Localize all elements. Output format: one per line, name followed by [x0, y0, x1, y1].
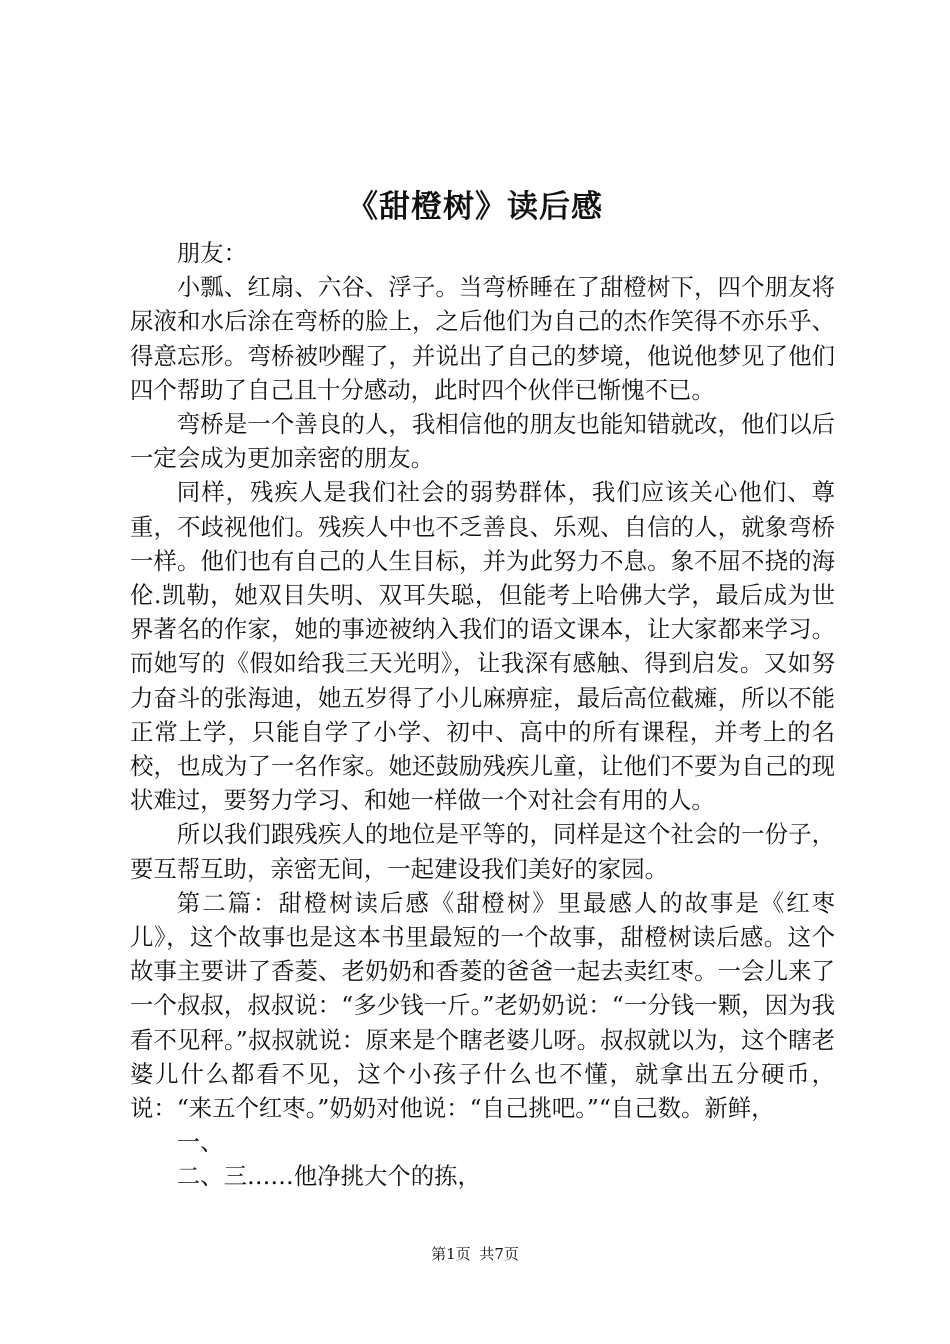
page-footer: 第1页 共7页 — [431, 1245, 519, 1263]
paragraph: 同样，残疾人是我们社会的弱势群体，我们应该关心他们、尊重，不歧视他们。残疾人中也不乏善良、乐观、自信的人，就象弯桥一样。他们也有自己的人生目标，并为此努力不息。象不屈不挠的海伦.凯勒，她双目失明、双耳失聪，但能考上哈佛大学，最后成为世界著名的作家，她的事迹被纳入我们的语文课本，让大家都来学习。而她写的《假如给我三天光明》，让我深有感触、得到启发。又如努力奋斗的张海迪，她五岁得了小儿麻痹症，最后高位截瘫，所以不能正常上学，只能自学了小学、初中、高中的所有课程，并考上的名校，也成为了一名作家。她还鼓励残疾儿童，让他们不要为自己的现状难过，要努力学习、和她一样做一个对社会有用的人。 — [130, 478, 835, 815]
document-body — [130, 236, 835, 1194]
paragraph: 所以我们跟残疾人的地位是平等的，同样是这个社会的一份子，要互帮互助，亲密无间，一起建设我们美好的家园。 — [130, 820, 835, 883]
document-title: 《甜橙树》读后感 — [347, 189, 603, 225]
paragraph: 朋友： — [176, 239, 247, 267]
paragraph: 二、三……他净挑大个的拣， — [176, 1162, 481, 1191]
paragraph: 小瓢、红扇、六谷、浮子。当弯桥睡在了甜橙树下，四个朋友将尿液和水后涂在弯桥的脸上，之后他们为自己的杰作笑得不亦乐乎、得意忘形。弯桥被吵醒了，并说出了自己的梦境，他说他梦见了他们四个帮助了自己且十分感动，此时四个伙伴已惭愧不已。 — [130, 273, 835, 404]
paragraph: 弯桥是一个善良的人，我相信他的朋友也能知错就改，他们以后一定会成为更加亲密的朋友。 — [130, 410, 835, 473]
paragraph: 一、 — [176, 1128, 224, 1157]
paragraph: 第二篇：甜橙树读后感《甜橙树》里最感人的故事是《红枣儿》，这个故事也是这本书里最短的一个故事，甜橙树读后感。这个故事主要讲了香菱、老奶奶和香菱的爸爸一起去卖红枣。一会儿来了一个叔叔，叔叔说：“多少钱一斤。”老奶奶说：“一分钱一颗，因为我看不见秤。”叔叔就说：原来是个瞎老婆儿呀。叔叔就以为，这个瞎老婆儿什么都看不见，这个小孩子什么也不懂，就拿出五分硬币，说：“来五个红枣。”奶奶对他说：“自己挑吧。”“自己数。新鲜， — [130, 888, 835, 1123]
